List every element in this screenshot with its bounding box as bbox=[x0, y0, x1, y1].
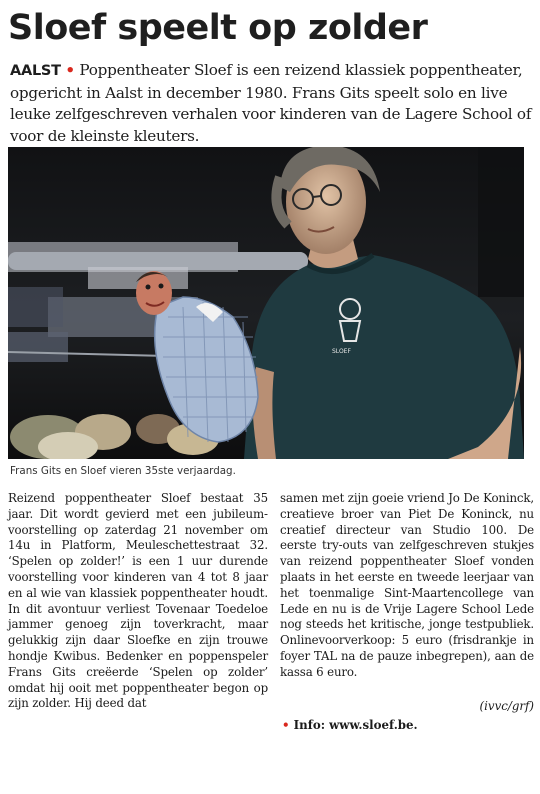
author-credit: (ivvc/grf) bbox=[479, 699, 534, 713]
dateline-bullet: • bbox=[65, 61, 75, 79]
body-column-right: samen met zijn goeie vriend Jo De Koninck, creatieve broer van Piet De Koninck, nu creatief directeur van Studio 100. De eerste try-outs van zelfgeschreven stukjes van reizend poppentheater Sloef vonden plaats in het eerste en tweede leerjaar van het toenmalige Sint-Maartencollege van Lede en nu is de Vrije Lagere School Lede nog steeds het kritische, jonge testpubliek. Onlinevoorverkoop: 5 euro (frisdrankje in foyer TAL na de pauze inbegrepen), aan de kassa 6 euro. bbox=[280, 491, 534, 679]
article-photo bbox=[8, 147, 524, 459]
intro-paragraph bbox=[10, 60, 532, 147]
photo-caption: Frans Gits en Sloef vieren 35ste verjaardag. bbox=[10, 465, 236, 477]
info-line bbox=[282, 718, 534, 732]
photo-illustration bbox=[8, 147, 524, 459]
info-bullet: • bbox=[282, 718, 290, 732]
headline: Sloef speelt op zolder bbox=[8, 8, 428, 48]
intro-text: Poppentheater Sloef is een reizend klassiek poppentheater, opgericht in Aalst in december 1980. Frans Gits speelt solo en live leuke zelfgeschreven verhalen voor kinderen van de Lagere School of voor de kleinste kleuters. bbox=[10, 61, 532, 145]
dateline-place: AALST bbox=[10, 63, 61, 79]
body-column-left: Reizend poppentheater Sloef bestaat 35 jaar. Dit wordt gevierd met een jubileumvoorstelling op zaterdag 21 november om 14u in Platform, Meuleschettestraat 32. ‘Spelen op zolder!’ is een 1 uur durende voorstelling voor kinderen van 4 tot 8 jaar en al wie van klassiek poppentheater houdt. In dit avontuur verliest Tovenaar Toedeloe jammer genoeg zijn toverkracht, maar gelukkig zijn daar Sloefke en zijn trouwe hondje Kwibus. Bedenker en poppenspeler Frans Gits creëerde ‘Spelen op zolder’ omdat hij ooit met poppentheater begon op zijn zolder. Hij deed dat bbox=[8, 491, 268, 711]
info-link[interactable]: Info: www.sloef.be. bbox=[293, 718, 418, 732]
shirt-text: SLOEF bbox=[332, 348, 351, 355]
